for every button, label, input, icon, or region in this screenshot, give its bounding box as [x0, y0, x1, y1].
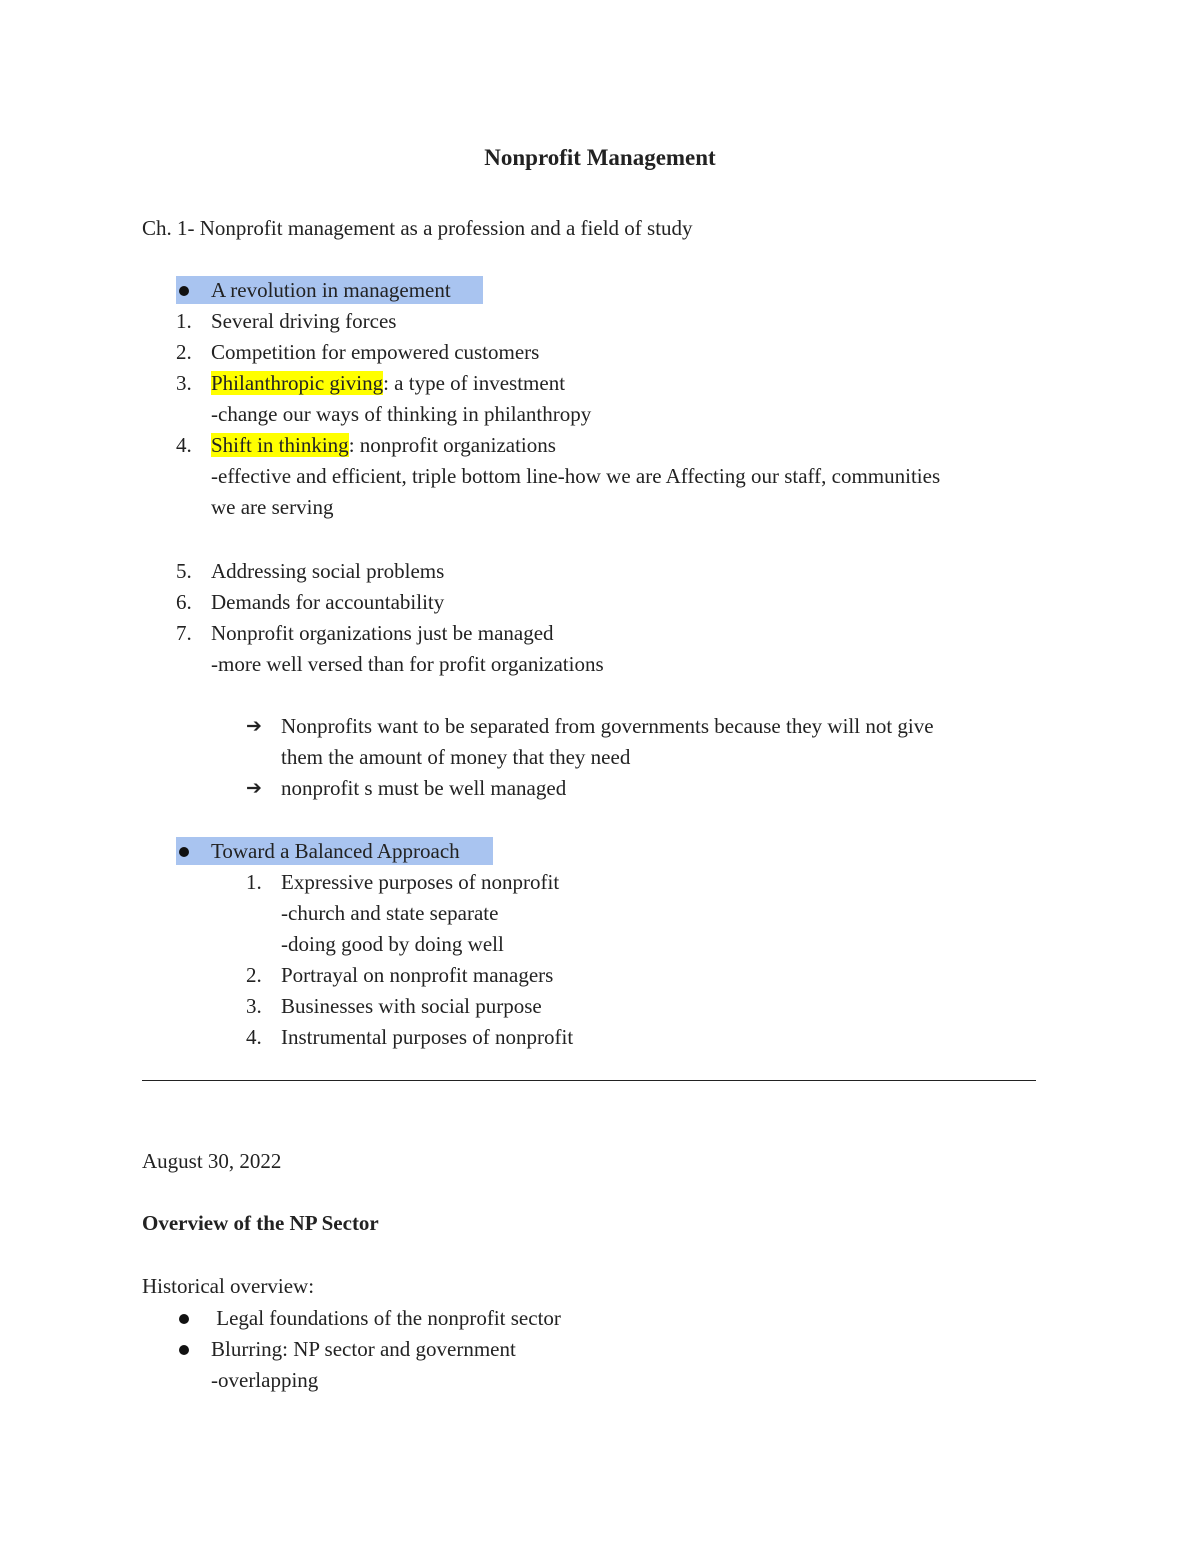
document-title: Nonprofit Management [484, 145, 716, 170]
section1-heading: A revolution in management [211, 278, 451, 302]
list-item-note: -church and state separate [281, 901, 499, 925]
list-item-note: -doing good by doing well [281, 932, 504, 956]
overview-heading: Overview of the NP Sector [142, 1211, 379, 1235]
list-item-note: -effective and efficient, triple bottom line-how we are Affecting our staff, communities [211, 464, 941, 488]
list-item-rest: : nonprofit organizations [348, 433, 556, 457]
list-item: Instrumental purposes of nonprofit [281, 1025, 574, 1049]
list-number: 7. [176, 621, 192, 645]
bullet-item: Blurring: NP sector and government [211, 1337, 516, 1361]
list-item: Addressing social problems [211, 559, 445, 583]
arrow-item: nonprofit s must be well managed [281, 776, 567, 800]
list-item-note: we are serving [211, 495, 334, 519]
chapter-heading: Ch. 1- Nonprofit management as a profession and a field of study [142, 216, 693, 240]
list-number: 5. [176, 559, 192, 583]
list-item-note: -more well versed than for profit organizations [211, 652, 604, 676]
list-item: Expressive purposes of nonprofit [281, 870, 560, 894]
arrow-item: Nonprofits want to be separated from governments because they will not give [281, 714, 934, 738]
list-number: 3. [246, 994, 262, 1018]
list-number: 2. [176, 340, 192, 364]
list-number: 6. [176, 590, 192, 614]
highlighted-term: Philanthropic giving [211, 371, 384, 395]
list-number: 3. [176, 371, 192, 395]
list-item: Nonprofit organizations just be managed [211, 621, 554, 645]
date-text: August 30, 2022 [142, 1149, 282, 1173]
bullet-icon [179, 1314, 189, 1324]
arrow-right-icon: ➔ [246, 715, 262, 737]
bullet-item: Legal foundations of the nonprofit sector [211, 1306, 561, 1330]
section2-heading: Toward a Balanced Approach [211, 839, 460, 863]
list-number: 4. [176, 433, 192, 457]
list-item: Competition for empowered customers [211, 340, 540, 364]
historical-label: Historical overview: [142, 1274, 315, 1298]
list-number: 2. [246, 963, 262, 987]
bullet-icon [179, 847, 189, 857]
list-number: 1. [246, 870, 262, 894]
bullet-item-note: -overlapping [211, 1368, 319, 1392]
list-item-note: -change our ways of thinking in philanthropy [211, 402, 592, 426]
bullet-icon [179, 1345, 189, 1355]
list-item: Demands for accountability [211, 590, 445, 614]
list-item [211, 431, 556, 459]
list-item: Several driving forces [211, 309, 397, 333]
arrow-item: them the amount of money that they need [281, 745, 631, 769]
list-number: 4. [246, 1025, 262, 1049]
list-item: Portrayal on nonprofit managers [281, 963, 554, 987]
list-item-rest: : a type of investment [383, 371, 566, 395]
bullet-icon [179, 286, 189, 296]
arrow-right-icon: ➔ [246, 777, 262, 799]
list-item: Businesses with social purpose [281, 994, 542, 1018]
list-item [211, 369, 565, 397]
list-number: 1. [176, 309, 192, 333]
highlighted-term: Shift in thinking [211, 433, 349, 457]
horizontal-divider [142, 1080, 1036, 1081]
